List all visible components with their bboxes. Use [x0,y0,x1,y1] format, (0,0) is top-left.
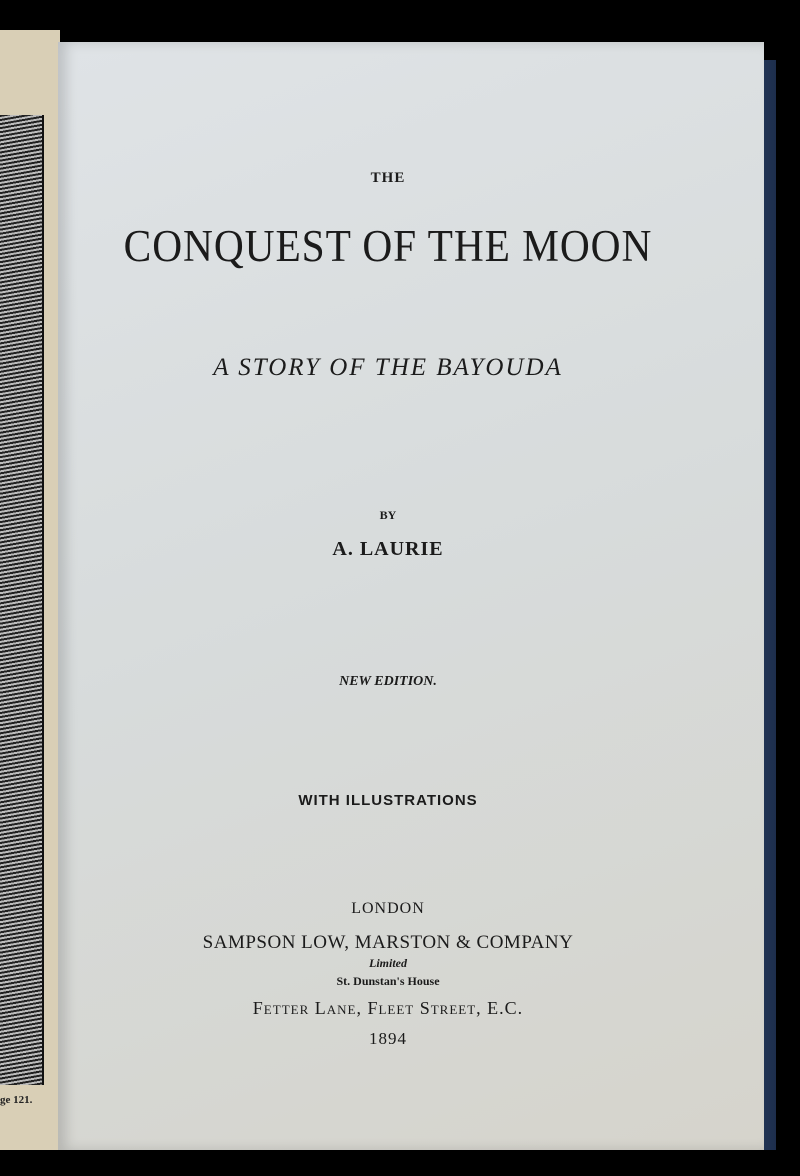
edition-note: NEW EDITION. [339,674,437,689]
publication-year: 1894 [369,1029,407,1048]
illustrations-note: WITH ILLUSTRATIONS [298,792,478,809]
title-article: THE [370,170,406,186]
by-line: BY [379,508,397,522]
publisher-name: SAMPSON LOW, MARSTON & COMPANY [202,932,574,953]
book-subtitle: A STORY OF THE BAYOUDA [213,354,563,381]
publisher-address: Fetter Lane, Fleet Street, E.C. [252,998,524,1018]
publisher-city: LONDON [351,900,425,917]
title-page [58,42,764,1150]
frontispiece-caption: ge 121. [0,1094,33,1106]
frontispiece-page [0,30,60,1150]
book-title: CONQUEST OF THE MOON [123,221,653,271]
publisher-limited: Limited [369,956,407,970]
publisher-house: St. Dunstan's House [336,974,440,988]
author-name: A. LAURIE [332,538,444,560]
frontispiece-engraving [0,115,44,1085]
